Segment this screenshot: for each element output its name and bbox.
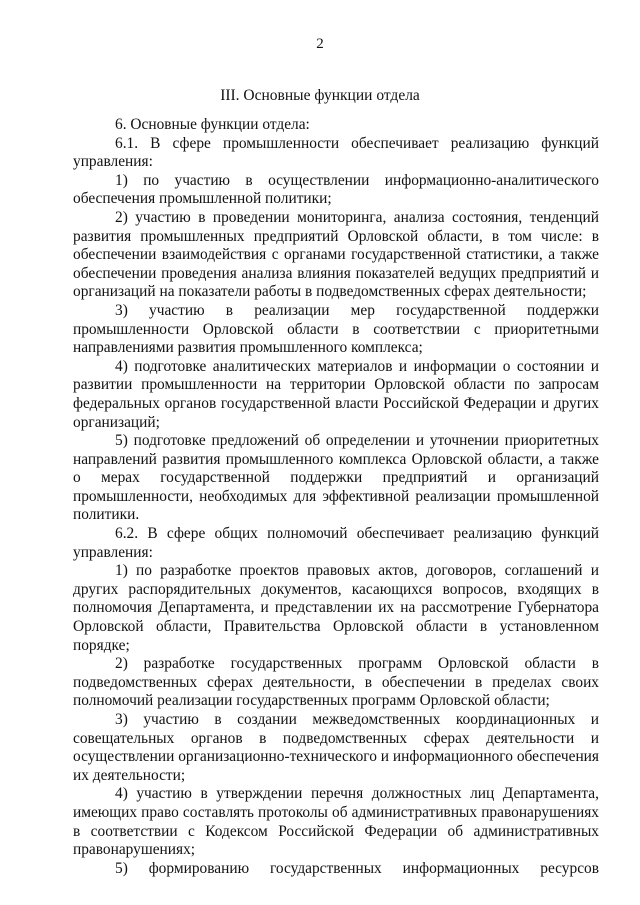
paragraph-6-2-item-5: 5) формированию государственных информационных ресурсов bbox=[115, 859, 599, 877]
paragraph-6-2-item-1: 1) по разработке проектов правовых актов, договоров, соглашений и других распорядительных документов, касающихся вопросов, входящих в полномочия Департамента, и представлении их на рассмотрение Губернатора Орловской области, Правительства Орловской области в установленном порядке; bbox=[73, 562, 599, 654]
paragraph-6-2-item-2: 2) разработке государственных программ Орловской области в подведомственных сферах деятельности, в обеспечении в пределах своих полномочий реализации государственных программ Орловской области; bbox=[73, 655, 599, 710]
paragraph-6-2-item-3: 3) участию в создании межведомственных координационных и совещательных органов в подведомственных сферах деятельности и осуществлении организационно-технического и информационного обеспечения их деятельности; bbox=[73, 711, 599, 784]
paragraph-6-2-item-4: 4) участию в утверждении перечня должностных лиц Департамента, имеющих право составлять протоколы об административных правонарушениях в соответствии с Кодексом Российской Федерации об административных правонарушениях; bbox=[73, 785, 599, 859]
paragraph-6-1-item-1: 1) по участию в осуществлении информационно-аналитического обеспечения промышленной политики; bbox=[73, 171, 599, 208]
paragraph-6-1-item-2: 2) участию в проведении мониторинга, анализа состояния, тенденций развития промышленных предприятий Орловской области, в том числе: в обеспечении взаимодействия с органами государственной статистики, а также обеспечении проведения анализа влияния показателей ведущих предприятий и организаций на показатели работы в подведомственных сферах деятельности; bbox=[73, 208, 599, 301]
section-heading: III. Основные функции отдела bbox=[220, 87, 420, 104]
body-text bbox=[73, 116, 599, 878]
page-number: 2 bbox=[316, 36, 324, 52]
paragraph-6-1-item-3: 3) участию в реализации мер государственной поддержки промышленности Орловской области в соответствии с приоритетными направлениями развития промышленного комплекса; bbox=[73, 301, 599, 357]
paragraph-6-2: 6.2. В сфере общих полномочий обеспечивает реализацию функций управления: bbox=[73, 525, 599, 561]
paragraph-intro: 6. Основные функции отдела: bbox=[115, 116, 310, 133]
paragraph-6-1: 6.1. В сфере промышленности обеспечивает реализацию функций управления: bbox=[73, 134, 599, 171]
paragraph-6-1-item-4: 4) подготовке аналитических материалов и информации о состоянии и развитии промышленности на территории Орловской области по запросам федеральных органов государственной власти Российской Федерации и других организаций; bbox=[73, 357, 599, 431]
paragraph-6-1-item-5: 5) подготовке предложений об определении и уточнении приоритетных направлений развития промышленного комплекса Орловской области, а также о мерах государственной поддержки предприятий и организаций промышленности, необходимых для эффективной реализации промышленной политики. bbox=[73, 432, 599, 524]
